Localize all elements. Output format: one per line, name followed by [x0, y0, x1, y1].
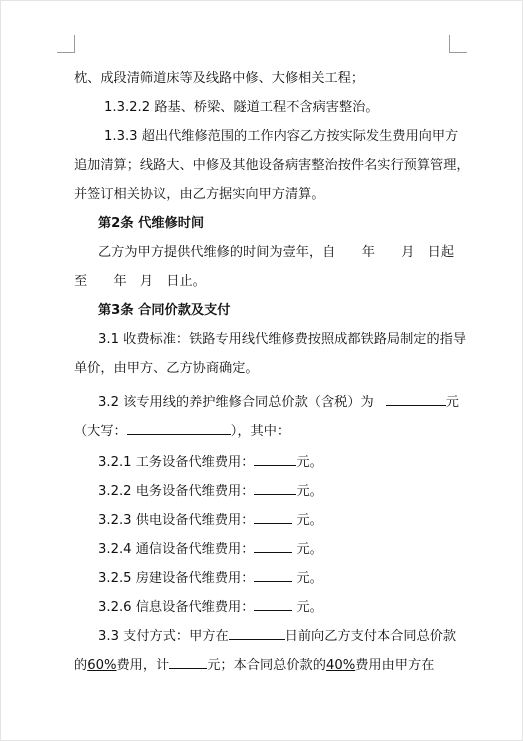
payment-terms-text: 元；本合同总价款的 — [207, 658, 326, 673]
fee-unit: 元。 — [296, 542, 323, 557]
fee-blank — [254, 569, 292, 582]
payment-terms-text: 费用，计 — [116, 658, 170, 673]
total-price-label: 3.2 该专用线的养护维修合同总价款（含税）为 — [98, 395, 374, 410]
text-line: 单价，由甲方、乙方协商确定。 — [74, 361, 259, 376]
payment-terms-text: 的 — [74, 658, 88, 673]
text-line: 乙方为甲方提供代维修的时间为壹年，自 年 月 日起 — [98, 245, 455, 260]
text-line-payment-terms — [0, 656, 523, 674]
text-line-capital-amount — [0, 422, 523, 440]
text-line: 1.3.3 超出代维修范围的工作内容乙方按实际发生费用向甲方 — [104, 129, 459, 144]
fee-unit: 元。 — [296, 513, 323, 528]
fee-blank — [254, 598, 292, 611]
total-price-unit: 元 — [445, 395, 459, 410]
fee-unit: 元。 — [296, 484, 323, 499]
fee-blank — [254, 540, 292, 553]
crop-mark-top-right-v — [449, 35, 450, 53]
text-line-total-price — [0, 393, 523, 411]
fee-line — [0, 511, 523, 529]
text-line-payment — [0, 627, 523, 645]
section-heading-2: 第2条 代维修时间 — [98, 216, 205, 231]
fee-blank — [254, 511, 292, 524]
capital-amount-label: （大写： — [74, 424, 127, 439]
payment-date-blank — [229, 627, 285, 640]
crop-mark-top-left-v — [74, 35, 75, 53]
text-line: 枕、成段清筛道床等及线路中修、大修相关工程； — [74, 71, 365, 86]
fee-line — [0, 569, 523, 587]
fee-line — [0, 540, 523, 558]
fee-unit: 元。 — [296, 600, 323, 615]
fee-blank — [254, 482, 296, 495]
crop-mark-top-left-h — [57, 52, 75, 53]
fee-line — [0, 453, 523, 471]
fee-line — [0, 482, 523, 500]
payment-label: 3.3 支付方式：甲方在 — [98, 629, 229, 644]
fee-unit: 元。 — [296, 455, 323, 470]
text-line: 并签订相关协议，由乙方据实向甲方清算。 — [74, 187, 325, 202]
fee-label: 3.2.4 通信设备代维费用： — [98, 542, 255, 557]
total-price-blank — [386, 393, 446, 406]
crop-mark-top-right-h — [449, 52, 467, 53]
text-line: 追加清算；线路大、中修及其他设备病害整治按件名实行预算管理， — [74, 158, 470, 173]
section-heading-3: 第3条 合同价款及支付 — [98, 303, 231, 318]
percent-first: 60% — [87, 658, 117, 673]
fee-label: 3.2.6 信息设备代维费用： — [98, 600, 255, 615]
text-line: 1.3.2.2 路基、桥梁、隧道工程不含病害整治。 — [104, 100, 379, 115]
fee-blank — [254, 453, 296, 466]
capital-amount-blank — [127, 422, 231, 435]
fee-label: 3.2.5 房建设备代维费用： — [98, 571, 255, 586]
payment-amount-blank — [169, 656, 207, 669]
text-line: 至 年 月 日止。 — [74, 274, 206, 289]
text-line: 3.1 收费标准：铁路专用线代维修费按照成都铁路局制定的指导 — [98, 332, 467, 347]
capital-amount-suffix: ），其中： — [230, 424, 291, 439]
fee-unit: 元。 — [296, 571, 323, 586]
fee-label: 3.2.1 工务设备代维费用： — [98, 455, 255, 470]
fee-label: 3.2.3 供电设备代维费用： — [98, 513, 255, 528]
fee-label: 3.2.2 电务设备代维费用： — [98, 484, 255, 499]
payment-text: 日前向乙方支付本合同总价款 — [284, 629, 457, 644]
fee-line — [0, 598, 523, 616]
payment-terms-text: 费用由甲方在 — [355, 658, 435, 673]
percent-second: 40% — [325, 658, 356, 673]
